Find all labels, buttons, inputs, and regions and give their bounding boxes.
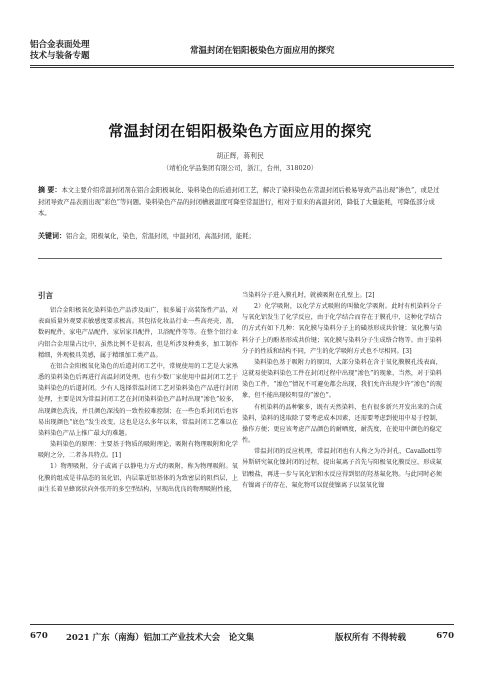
footer-page-number-right: 670 [436,631,454,641]
journal-section-label [30,40,130,62]
abstract [38,185,442,220]
paragraph: 有机染料的品种繁多，既有天然染料，也有很多新兴开发出来的合成染料，染料的选取除了要考虑成本因素，还需要考虑到使用中易于控制，操作方便；更应该考虑产品颜色的耐晒度，耐洗度，在使用中颜色的稳定性。 [242,403,442,445]
header-rule-thin [30,67,454,68]
paragraph: 铝合金阳极氧化染料染色产品涉及面广，很多属于高装饰性产品，对表面质量外观要求敏感度要求极高。其包括化妆品行业一些高亮壳、盖，数码配件，家电产品配件，家居家具配件，卫浴配件等等。在整个铝行业内铝合金用量占比中，虽然比例不是很高，但是所涉及种类多，加工制作精细，外观极具美感，属于精细加工类产品。 [38,307,238,359]
paragraph: 2）化学吸附，以化学方式吸附的叫做化学吸附。此时有机染料分子与氧化铝发生了化学反应，由于化学结合而存在于膜孔中，这种化学结合的方式有如下几种：氧化膜与染料分子上的磺基形成共价键；氧化膜与染料分子上的酚基形成共价键；氧化膜与染料分子生成络合物等。由于染料分子的性质和结构不同，产生的化学吸附方式也不尽相同。[3] [242,303,442,355]
keywords [38,231,442,242]
footer-conference: 2021 广东（南海）铝加工产业技术大会 论文集 [66,633,255,643]
page-header [0,0,480,74]
paragraph: 在铝合金阳极氧化染色的后道封闭工艺中，常规使用的工艺是大家熟悉的染料染色后再进行高温封闭处理，也有少数厂家使用中温封闭工艺于染料染色的后道封闭。少有人选择常温封闭工艺对染料染色产品进行封闭处理，主要是因为常温封闭工艺在封闭染料染色产品时出现“渗色”较多，出现颜色洗浅，并且颜色深浅的一致性较难控制；在一些色系封闭后也容易出现颜色“底色”发生改变，这也是这么多年以来，常温封闭工艺难以在染料染色产品上推广最大的难题。 [38,362,238,437]
section-label-line1: 铝合金表面处理 [30,40,90,50]
section-label-line2: 技术与装备专题 [30,51,90,61]
article-authors: 胡正辉，蒋利民 [216,152,264,160]
keywords-text: 铝合金，阳极氧化，染色，常温封闭，中温封闭，高温封闭，能耗； [66,233,255,240]
page-footer [30,631,454,645]
paragraph: 染料染色的原理：主要基于物质的吸附理论，吸附有物理吸附和化学吸附之分，二者各具特点。[1] [38,441,238,460]
footer-copyright: 版权所有 不得转载 [335,633,406,643]
footer-page-number-left: 670 [30,631,48,641]
section-heading: 引言 [38,291,53,300]
header-rule [30,65,454,66]
right-column [242,290,442,491]
footer-rule [30,624,454,625]
paragraph: 染料染色基于吸附力的原因，大部分染料在含于氧化膜膜孔浅表面，这就易使染料染色工件在封闭过程中出现“渗色”的现象，当然，对于染料染色工件，“渗色”情况不可避免都会出现，我们允许出现少许“渗色”的现象，但不能出现较明显的“渗色”。 [242,358,442,400]
keywords-label: 关键词： [38,232,66,240]
left-column [38,290,238,495]
paragraph: 当染料分子进入膜孔时，就被吸附在孔壁上。[2] [242,292,375,299]
paragraph: 常温封闭的反应机理，常温封闭也有人称之为冷封孔，Cavallotti等异斯研究氟化镍封闭的过程，提出氟离子首先与阳极氧化膜反应，形成氟铝酸盐，再进一步与氧化铝和水反应得到铝的羟基氟化物。与此同时必须有镍离子的存在，氟化物可以促使镍离子以氢氧化镍 [242,448,442,489]
abstract-text: 本文主要介绍常温封闭剂在铝合金阳极氧化、染料染色的后道封闭工艺，解决了染料染色在常温封闭后极易导致产品出现“渗色”，或是过封闭导致产品表面出现“彩色”等问题。染料染色产品的封闭槽液温度可降至常温进行，相对于原来的高温封闭，降低了大量能耗，可降低部分成本。 [38,187,440,217]
abstract-label: 摘 要： [38,186,62,194]
paragraph: 1）物理吸附，分子或离子以静电力方式的吸附，称为物理吸附。氧化膜的组成是非晶态的氧化铝，内层靠近铝基体的为致密层的阻挡层，上面生长着呈蜂窝状向外张开的多空型结构，呈现出优良的物理吸附性能， [38,463,238,493]
running-title: 常温封闭在铝阳极染色方面应用的探究 [190,46,335,56]
abstract-divider [38,258,442,259]
article-title: 常温封闭在铝阳极染色方面应用的探究 [108,122,372,140]
article-affiliation: （靖柏化学品集团有限公司，浙江，台州，318020） [162,164,318,172]
